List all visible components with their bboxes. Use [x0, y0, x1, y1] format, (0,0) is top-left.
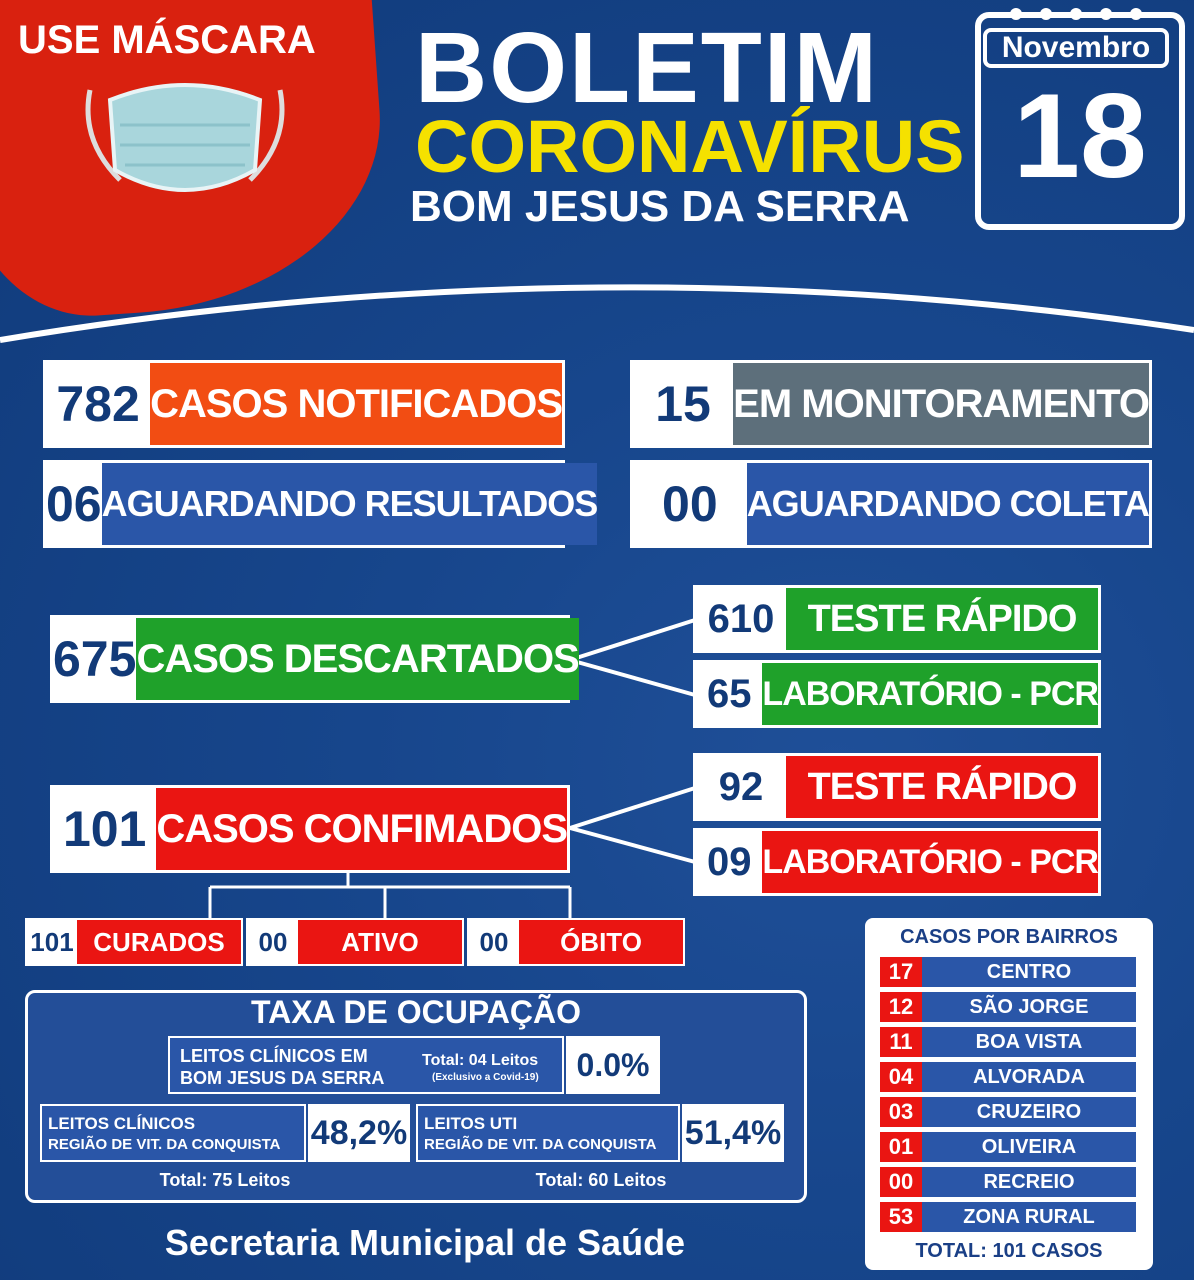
stat-label: TESTE RÁPIDO [786, 588, 1098, 650]
neighborhood-row [880, 1167, 1136, 1197]
calendar-ring [1100, 8, 1112, 20]
stat-value: 101 [27, 920, 77, 964]
stat-desc-pcr [693, 660, 1101, 728]
stat-label: TESTE RÁPIDO [786, 756, 1098, 818]
neighborhood-name: CENTRO [922, 957, 1136, 987]
clinical-beds-label: LEITOS CLÍNICOS [48, 1114, 196, 1133]
stat-confirmados [50, 785, 570, 873]
calendar-ring [1040, 8, 1052, 20]
neighborhood-name: OLIVEIRA [922, 1132, 1136, 1162]
stat-value: 00 [248, 920, 298, 964]
calendar-ring [1130, 8, 1142, 20]
neighborhood-count: 04 [880, 1062, 922, 1092]
uti-beds-label: LEITOS UTI [424, 1114, 518, 1133]
stat-monitoramento [630, 360, 1152, 448]
uti-beds-total: Total: 60 Leitos [535, 1170, 667, 1190]
clinical-beds-region: REGIÃO DE VIT. DA CONQUISTA [48, 1136, 281, 1153]
stat-value: 92 [696, 756, 786, 818]
neighborhood-row [880, 1202, 1136, 1232]
neighborhood-count: 12 [880, 992, 922, 1022]
local-beds-panel [168, 1036, 564, 1094]
stat-desc-rapido [693, 585, 1101, 653]
stat-conf-pcr [693, 828, 1101, 896]
stat-label: CASOS CONFIMADOS [156, 788, 567, 870]
subtitle: CORONAVÍRUS [415, 105, 965, 188]
uti-beds-region: REGIÃO DE VIT. DA CONQUISTA [424, 1136, 657, 1153]
stat-notificados [43, 360, 565, 448]
calendar-day: 18 [1013, 69, 1147, 203]
neighborhood-row [880, 1062, 1136, 1092]
neighborhoods-total: TOTAL: 101 CASOS [915, 1240, 1103, 1262]
stat-label: AGUARDANDO RESULTADOS [102, 463, 598, 545]
neighborhood-count: 17 [880, 957, 922, 987]
occupancy-title: TAXA DE OCUPAÇÃO [250, 994, 582, 1030]
neighborhood-count: 11 [880, 1027, 922, 1057]
neighborhood-row [880, 957, 1136, 987]
footer-secretaria: Secretaria Municipal de Saúde [164, 1222, 686, 1263]
uti-beds-percent: 51,4% [682, 1104, 784, 1162]
stat-value: 06 [46, 463, 102, 545]
stat-label: CASOS NOTIFICADOS [150, 363, 562, 445]
title: BOLETIM [415, 12, 879, 124]
stat-label: LABORATÓRIO - PCR [762, 663, 1098, 725]
stat-value: 675 [53, 618, 136, 700]
stat-value: 610 [696, 588, 786, 650]
stat-value: 09 [696, 831, 762, 893]
local-beds-note: (Exclusivo a Covid-19) [432, 1072, 539, 1083]
calendar-month: Novembro [983, 28, 1169, 68]
stat-label: CASOS DESCARTADOS [136, 618, 578, 700]
stat-obito [467, 918, 685, 966]
stat-value: 782 [46, 363, 150, 445]
local-beds-total: Total: 04 Leitos [422, 1052, 539, 1069]
local-beds-label: BOM JESUS DA SERRA [180, 1068, 385, 1088]
neighborhood-row [880, 1097, 1136, 1127]
stat-value: 15 [633, 363, 733, 445]
stat-label: ÓBITO [519, 920, 683, 964]
stat-descartados [50, 615, 579, 703]
stat-aguardando-coleta [630, 460, 1152, 548]
neighborhood-count: 01 [880, 1132, 922, 1162]
calendar-ring [1010, 8, 1022, 20]
neighborhood-row [880, 1027, 1136, 1057]
local-beds-label: LEITOS CLÍNICOS EM [180, 1046, 368, 1066]
stat-curados [25, 918, 243, 966]
city-name: BOM JESUS DA SERRA [410, 182, 910, 231]
neighborhood-name: BOA VISTA [922, 1027, 1136, 1057]
neighborhood-name: CRUZEIRO [922, 1097, 1136, 1127]
mask-label: USE MÁSCARA [18, 18, 316, 62]
neighborhood-row [880, 1132, 1136, 1162]
stat-label: LABORATÓRIO - PCR [762, 831, 1098, 893]
neighborhood-count: 53 [880, 1202, 922, 1232]
face-mask-icon [80, 60, 290, 210]
tree-lines [200, 873, 600, 918]
calendar-ring [1070, 8, 1082, 20]
stat-value: 00 [469, 920, 519, 964]
neighborhood-name: ZONA RURAL [922, 1202, 1136, 1232]
clinical-beds-total: Total: 75 Leitos [159, 1170, 291, 1190]
uti-beds-panel [416, 1104, 680, 1162]
stat-value: 65 [696, 663, 762, 725]
clinical-beds-percent: 48,2% [308, 1104, 410, 1162]
stat-value: 00 [633, 463, 747, 545]
neighborhood-name: RECREIO [922, 1167, 1136, 1197]
stat-conf-rapido [693, 753, 1101, 821]
stat-label: AGUARDANDO COLETA [747, 463, 1149, 545]
neighborhoods-title: CASOS POR BAIRROS [900, 926, 1118, 948]
stat-label: CURADOS [77, 920, 241, 964]
neighborhood-name: SÃO JORGE [922, 992, 1136, 1022]
stat-value: 101 [53, 788, 156, 870]
stat-aguardando-resultados [43, 460, 598, 548]
stat-label: EM MONITORAMENTO [733, 363, 1149, 445]
stat-label: ATIVO [298, 920, 462, 964]
branch-lines [560, 600, 710, 730]
neighborhood-name: ALVORADA [922, 1062, 1136, 1092]
neighborhood-count: 00 [880, 1167, 922, 1197]
neighborhood-row [880, 992, 1136, 1022]
neighborhood-count: 03 [880, 1097, 922, 1127]
clinical-beds-panel [40, 1104, 306, 1162]
local-beds-percent: 0.0% [566, 1036, 660, 1094]
stat-ativo [246, 918, 464, 966]
